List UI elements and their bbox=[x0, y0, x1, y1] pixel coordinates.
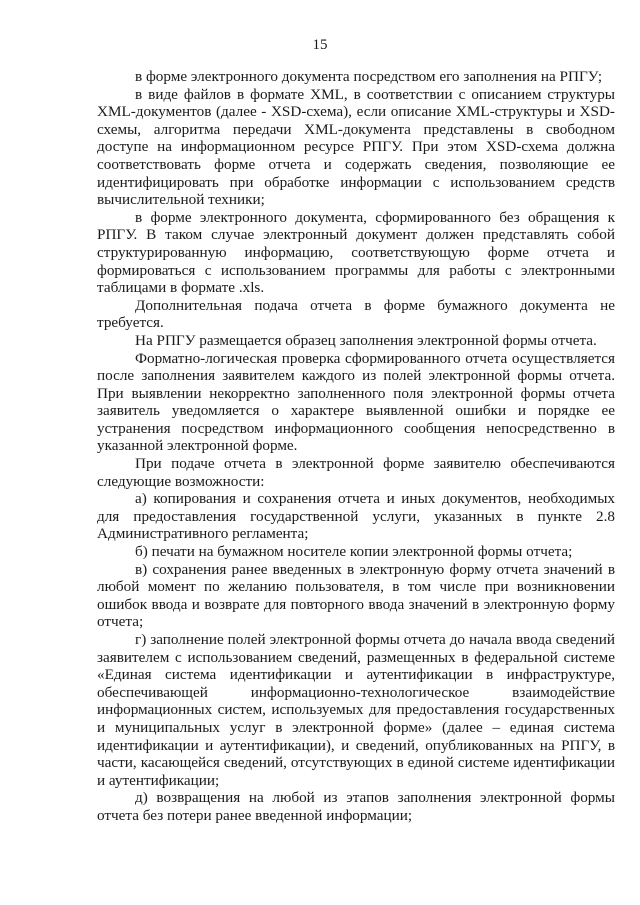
paragraph-electronic-form-rpgu: в форме электронного документа посредством его заполнения на РПГУ; bbox=[135, 68, 603, 85]
paragraph-sample-form: На РПГУ размещается образец заполнения электронной формы отчета. bbox=[135, 331, 597, 349]
list-item-g-prefill: г) заполнение полей электронной формы отчета до начала ввода сведений заявителем с использованием сведений, размещенных в федеральной системе «Единая система идентификации и аутентификации в инфраструктуре, обеспечивающей информационно-технологическое взаимодействие информационных систем, используемых для предоставления государственных и муниципальных услуг в электронной форме» (далее – единая система идентификации и аутентификации), и сведений, опубликованных на РПГУ, в части, касающейся сведений, отсутствующих в единой системе идентификации и аутентификации; bbox=[97, 631, 615, 789]
paragraph-capabilities-intro: При подаче отчета в электронной форме заявителю обеспечиваются следующие возможности: bbox=[97, 455, 615, 490]
page-number: 15 bbox=[312, 37, 328, 53]
list-item-d-return-step: д) возвращения на любой из этапов заполнения электронной формы отчета без потери ранее введенной информации; bbox=[97, 789, 615, 824]
paragraph-electronic-document-xls: в форме электронного документа, сформированного без обращения к РПГУ. В таком случае электронный документ должен представлять собой структурированную информацию, соответствующую форме отчета и формироваться с использованием программы для работы с электронными таблицами в формате .xls. bbox=[97, 208, 615, 297]
list-item-a-copy-save: а) копирования и сохранения отчета и иных документов, необходимых для предоставления государственной услуги, указанных в пункте 2.8 Административного регламента; bbox=[97, 490, 615, 543]
list-item-b-print: б) печати на бумажном носителе копии электронной формы отчета; bbox=[135, 543, 573, 561]
paragraph-xml-files: в виде файлов в формате XML, в соответствии с описанием структуры XML-документов (далее - XSD-схема), если описание XML-структуры и XSD-схемы, алгоритма передачи XML-документа представлены в свободном доступе на информационном ресурсе РПГУ. При этом XSD-схема должна соответствовать форме отчета и содержать сведения, позволяющие ее идентифицировать при обработке информации с использованием средств вычислительной техники; bbox=[97, 85, 615, 209]
paragraph-format-logic-check: Форматно-логическая проверка сформированного отчета осуществляется после заполнения заявителем каждого из полей электронной формы отчета. При выявлении некорректно заполненного поля электронной формы отчета заявитель уведомляется о характере выявленной ошибки и порядке ее устранения посредством информационного сообщения непосредственно в указанной электронной форме. bbox=[97, 349, 615, 455]
paragraph-paper-not-required: Дополнительная подача отчета в форме бумажного документа не требуется. bbox=[97, 296, 615, 332]
body-text bbox=[97, 68, 615, 825]
list-item-v-save-values: в) сохранения ранее введенных в электронную форму отчета значений в любой момент по желанию пользователя, в том числе при возникновении ошибок ввода и возврате для повторного ввода значений в электронную форму отчета; bbox=[97, 560, 615, 631]
